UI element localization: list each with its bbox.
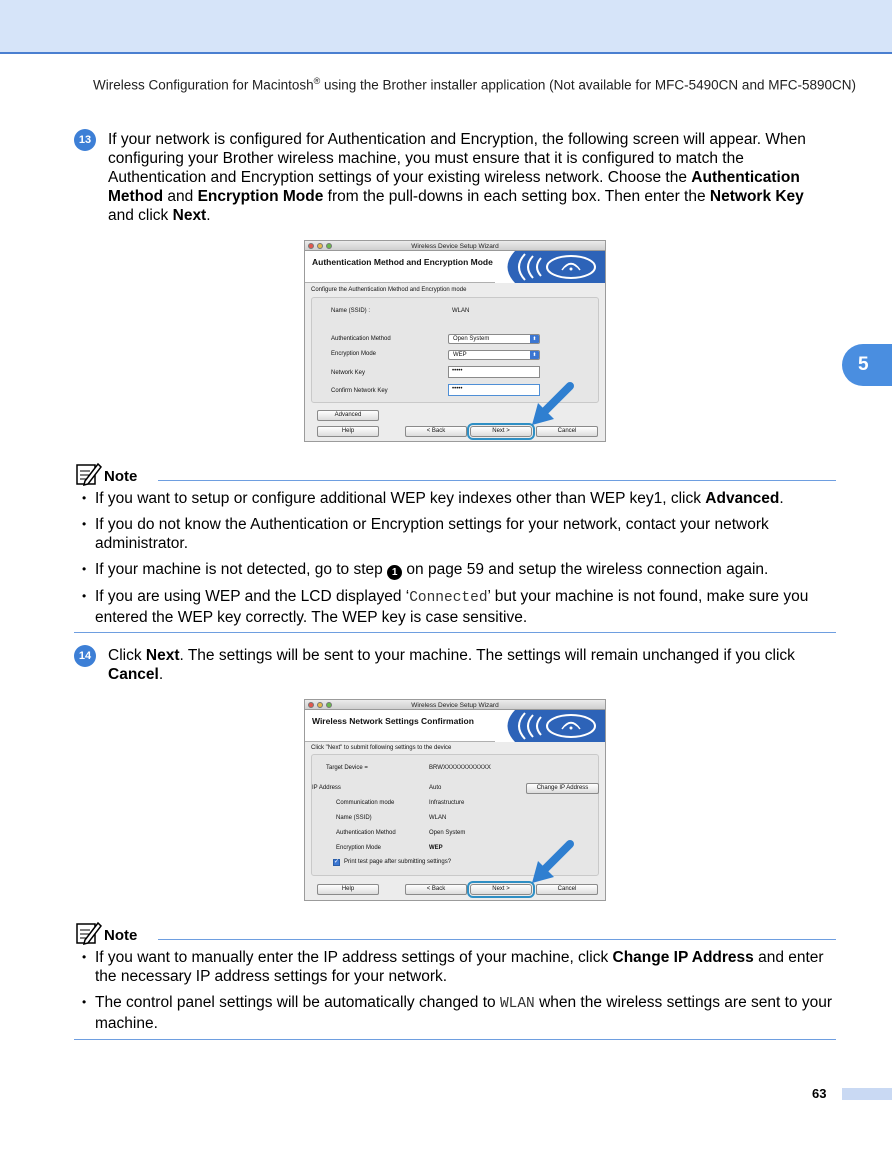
cancel-button[interactable]: Cancel (536, 426, 598, 437)
advanced-button[interactable]: Advanced (317, 410, 379, 421)
encryption-mode-value: WEP (429, 845, 443, 851)
dialog-titlebar (305, 700, 605, 710)
step-reference-badge: 1 (387, 565, 402, 580)
page-number: 63 (812, 1086, 827, 1101)
list-item: • If you want to manually enter the IP address settings of your machine, click Change IP Address and enter the necessary IP address settings for your network. (80, 948, 836, 986)
settings-confirmation-dialog (304, 699, 606, 901)
popup-arrows-icon: ⬍ (530, 351, 539, 359)
note-pencil-icon (76, 921, 102, 945)
note-divider (158, 480, 836, 481)
encryption-mode-label: Encryption Mode (336, 845, 382, 851)
dialog-window-title: Wireless Device Setup Wizard (411, 242, 499, 250)
note-2-list (80, 948, 836, 1040)
help-button[interactable]: Help (317, 426, 379, 437)
auth-encryption-dialog (304, 240, 606, 442)
dialog-titlebar (305, 241, 605, 251)
note-pencil-icon (76, 462, 102, 486)
target-device-label: Target Device = (326, 765, 368, 771)
print-test-checkbox[interactable]: ✓ (334, 859, 340, 865)
step-14 (74, 646, 836, 684)
target-device-value: BRWXXXXXXXXXXXX (429, 765, 491, 771)
auth-method-value: Open System (429, 830, 466, 836)
dialog-banner-title: Wireless Network Settings Confirmation (312, 716, 474, 726)
wireless-signal-icon (495, 710, 605, 742)
dialog-banner (305, 251, 605, 283)
step-13 (74, 130, 836, 225)
back-button[interactable]: < Back (405, 884, 467, 895)
list-item: • If you want to setup or configure additional WEP key indexes other than WEP key1, click Advanced. (80, 489, 836, 508)
note-label: Note (104, 927, 138, 944)
popup-arrows-icon: ⬍ (530, 335, 539, 343)
next-button[interactable]: Next > (470, 426, 532, 437)
encryption-mode-select[interactable]: WEP ⬍ (448, 350, 540, 360)
dialog-banner (305, 710, 605, 742)
change-ip-address-button[interactable]: Change IP Address (526, 783, 599, 794)
confirm-key-input[interactable]: ••••• (448, 384, 540, 396)
ssid-label: Name (SSID) (336, 815, 372, 821)
pointer-arrow-icon (530, 839, 576, 885)
ip-address-label: IP Address (312, 785, 341, 791)
step-14-text: Click Next. The settings will be sent to your machine. The settings will remain unchanged if you click Cancel. (108, 647, 795, 683)
list-item: • The control panel settings will be automatically changed to WLAN when the wireless settings are sent to your machine. (80, 993, 836, 1033)
note-1-list (80, 489, 836, 634)
step-number-badge: 13 (74, 129, 96, 151)
dialog-instruction: Click "Next" to submit following settings to the device (311, 745, 452, 751)
encryption-mode-label: Encryption Mode (331, 351, 377, 357)
wireless-signal-icon (495, 251, 605, 283)
list-item: • If you do not know the Authentication or Encryption settings for your network, contact your network administrator. (80, 515, 836, 553)
ssid-value: WLAN (429, 815, 447, 821)
communication-mode-value: Infrastructure (429, 800, 465, 806)
pointer-arrow-icon (530, 381, 576, 427)
network-key-label: Network Key (331, 370, 366, 376)
note-end-rule (74, 632, 836, 633)
ssid-label: Name (SSID) : (331, 308, 371, 314)
auth-method-select[interactable]: Open System ⬍ (448, 334, 540, 344)
note-end-rule (74, 1039, 836, 1040)
help-button[interactable]: Help (317, 884, 379, 895)
next-button[interactable]: Next > (470, 884, 532, 895)
ssid-value: WLAN (452, 308, 470, 314)
dialog-instruction: Configure the Authentication Method and Encryption mode (311, 287, 467, 293)
step-13-text: If your network is configured for Authentication and Encryption, the following screen will appear. When configuring your Brother wireless machine, you must ensure that it is configured to match the Authentication and Encryption settings of your existing wireless network. Choose the Authentication Method and Encryption Mode from the pull-downs in each setting box. Then enter the Network Key and click Next. (108, 131, 806, 224)
confirm-key-label: Confirm Network Key (331, 388, 388, 394)
network-key-input[interactable]: ••••• (448, 366, 540, 378)
auth-method-label: Authentication Method (331, 336, 391, 342)
list-item: • If you are using WEP and the LCD displayed ‘Connected’ but your machine is not found, make sure you entered the WEP key correctly. The WEP key is case sensitive. (80, 587, 836, 627)
auth-method-label: Authentication Method (336, 830, 396, 836)
print-test-label: Print test page after submitting settings? (344, 859, 452, 865)
dialog-banner-title: Authentication Method and Encryption Mode (312, 257, 493, 267)
dialog-window-title: Wireless Device Setup Wizard (411, 701, 499, 709)
step-number-badge: 14 (74, 645, 96, 667)
top-color-band (0, 0, 892, 54)
ip-address-value: Auto (429, 785, 442, 791)
note-header (76, 462, 836, 486)
communication-mode-label: Communication mode (336, 800, 395, 806)
chapter-tab: 5 (842, 344, 892, 386)
note-header (76, 921, 836, 945)
note-divider (158, 939, 836, 940)
page-number-band (842, 1088, 892, 1100)
note-label: Note (104, 468, 138, 485)
back-button[interactable]: < Back (405, 426, 467, 437)
list-item: • If your machine is not detected, go to step 1 on page 59 and setup the wireless connection again. (80, 560, 836, 580)
page-header: Wireless Configuration for Macintosh® using the Brother installer application (Not available for MFC-5490CN and MFC-5890CN) (93, 76, 856, 93)
cancel-button[interactable]: Cancel (536, 884, 598, 895)
